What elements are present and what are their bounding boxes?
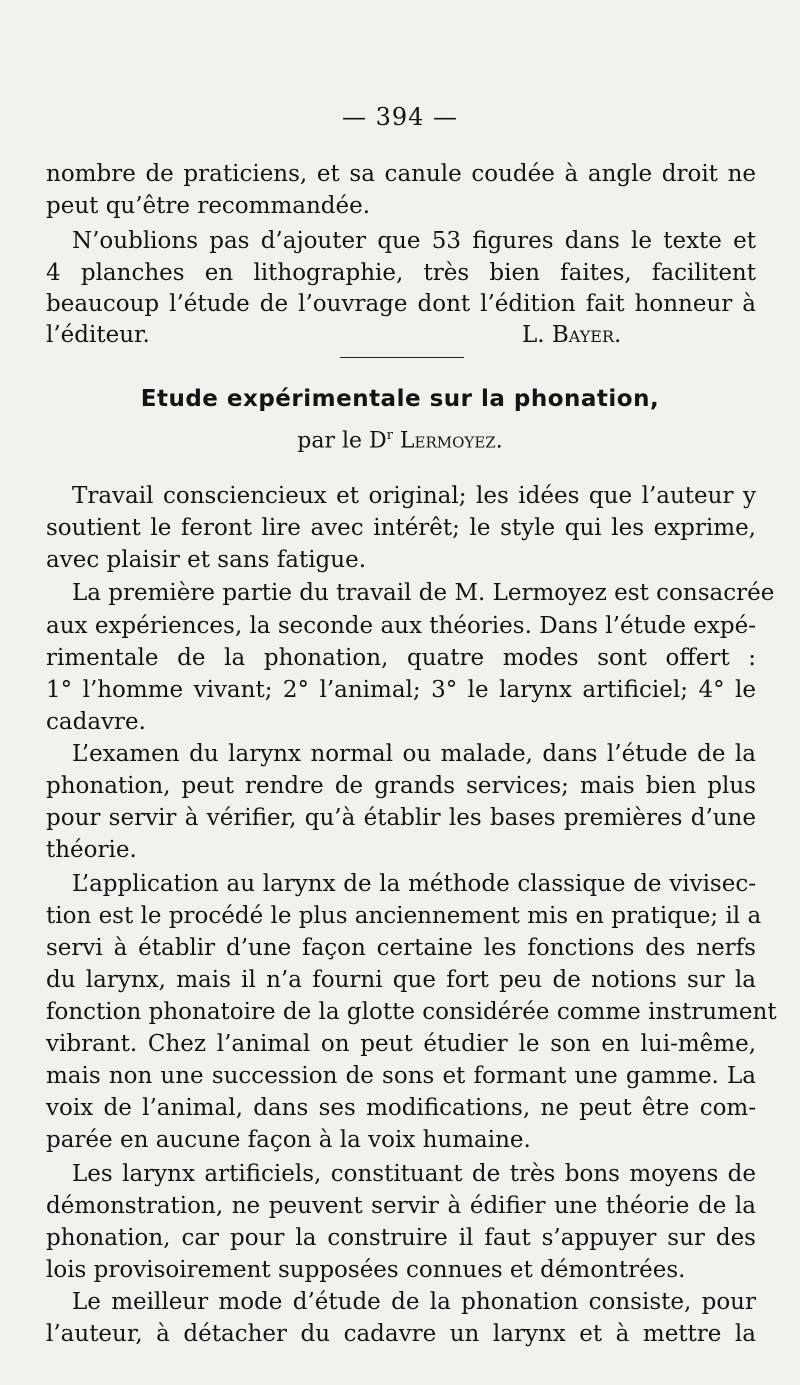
text-line: phonation, car pour la construire il faut s’appuyer sur des xyxy=(46,1225,756,1251)
text-line: phonation, peut rendre de grands services; mais bien plus xyxy=(46,773,756,799)
text-line: voix de l’animal, dans ses modifications, ne peut être com- xyxy=(46,1095,756,1121)
text-line: du larynx, mais il n’a fourni que fort peu de notions sur la xyxy=(46,967,756,993)
byline-author: Lermoyez. xyxy=(392,428,503,454)
text-line: Le meilleur mode d’étude de la phonation consiste, pour xyxy=(72,1289,756,1315)
text-line: aux expériences, la seconde aux théories. Dans l’étude expé- xyxy=(46,613,756,639)
text-line: Les larynx artificiels, constituant de très bons moyens de xyxy=(72,1161,756,1187)
text-line: beaucoup l’étude de l’ouvrage dont l’édition fait honneur à xyxy=(46,291,756,317)
author-name: Bayer. xyxy=(551,322,622,348)
text-line: démonstration, ne peuvent servir à édifier une théorie de la xyxy=(46,1193,756,1219)
text-line: l’éditeur. xyxy=(46,322,150,348)
text-line: parée en aucune façon à la voix humaine. xyxy=(46,1127,531,1153)
text-line: fonction phonatoire de la glotte considérée comme instrument xyxy=(46,999,777,1025)
text-line: l’auteur, à détacher du cadavre un larynx et à mettre la xyxy=(46,1321,756,1347)
text-line: L’examen du larynx normal ou malade, dans l’étude de la xyxy=(72,741,756,767)
text-line: La première partie du travail de M. Lermoyez est consacrée xyxy=(72,580,775,606)
text-line: soutient le feront lire avec intérêt; le style qui les exprime, xyxy=(46,515,756,541)
review-signoff xyxy=(46,319,756,351)
text-line: 1° l’homme vivant; 2° l’animal; 3° le larynx artificiel; 4° le xyxy=(46,677,756,703)
article-byline xyxy=(0,428,800,453)
text-line: rimentale de la phonation, quatre modes sont offert : xyxy=(46,645,756,671)
text-line: Travail consciencieux et original; les idées que l’auteur y xyxy=(72,483,756,509)
review-author xyxy=(522,319,621,351)
text-line: mais non une succession de sons et formant une gamme. La xyxy=(46,1063,756,1089)
byline-prefix: par le D xyxy=(297,428,387,454)
text-line: L’application au larynx de la méthode classique de vivisec- xyxy=(72,871,756,897)
text-line: avec plaisir et sans fatigue. xyxy=(46,547,367,573)
text-line: pour servir à vérifier, qu’à établir les bases premières d’une xyxy=(46,805,756,831)
text-line: nombre de praticiens, et sa canule coudée à angle droit ne xyxy=(46,161,756,187)
text-line: vibrant. Chez l’animal on peut étudier le son en lui-même, xyxy=(46,1031,756,1057)
author-initial: L. xyxy=(522,322,552,348)
article-title: Etude expérimentale sur la phonation, xyxy=(140,386,660,412)
byline-superscript: r xyxy=(386,428,393,443)
text-line: servi à établir d’une façon certaine les fonctions des nerfs xyxy=(46,935,756,961)
text-line: théorie. xyxy=(46,837,137,863)
text-line: cadavre. xyxy=(46,709,146,735)
text-line: peut qu’être recommandée. xyxy=(46,193,371,219)
page-number: — 394 — xyxy=(341,103,459,131)
section-divider xyxy=(340,357,464,358)
text-line: 4 planches en lithographie, très bien faites, facilitent xyxy=(46,260,756,286)
text-line: lois provisoirement supposées connues et démontrées. xyxy=(46,1257,686,1283)
text-line: tion est le procédé le plus anciennement mis en pratique; il a xyxy=(46,903,762,929)
text-line: N’oublions pas d’ajouter que 53 figures dans le texte et xyxy=(72,228,756,254)
